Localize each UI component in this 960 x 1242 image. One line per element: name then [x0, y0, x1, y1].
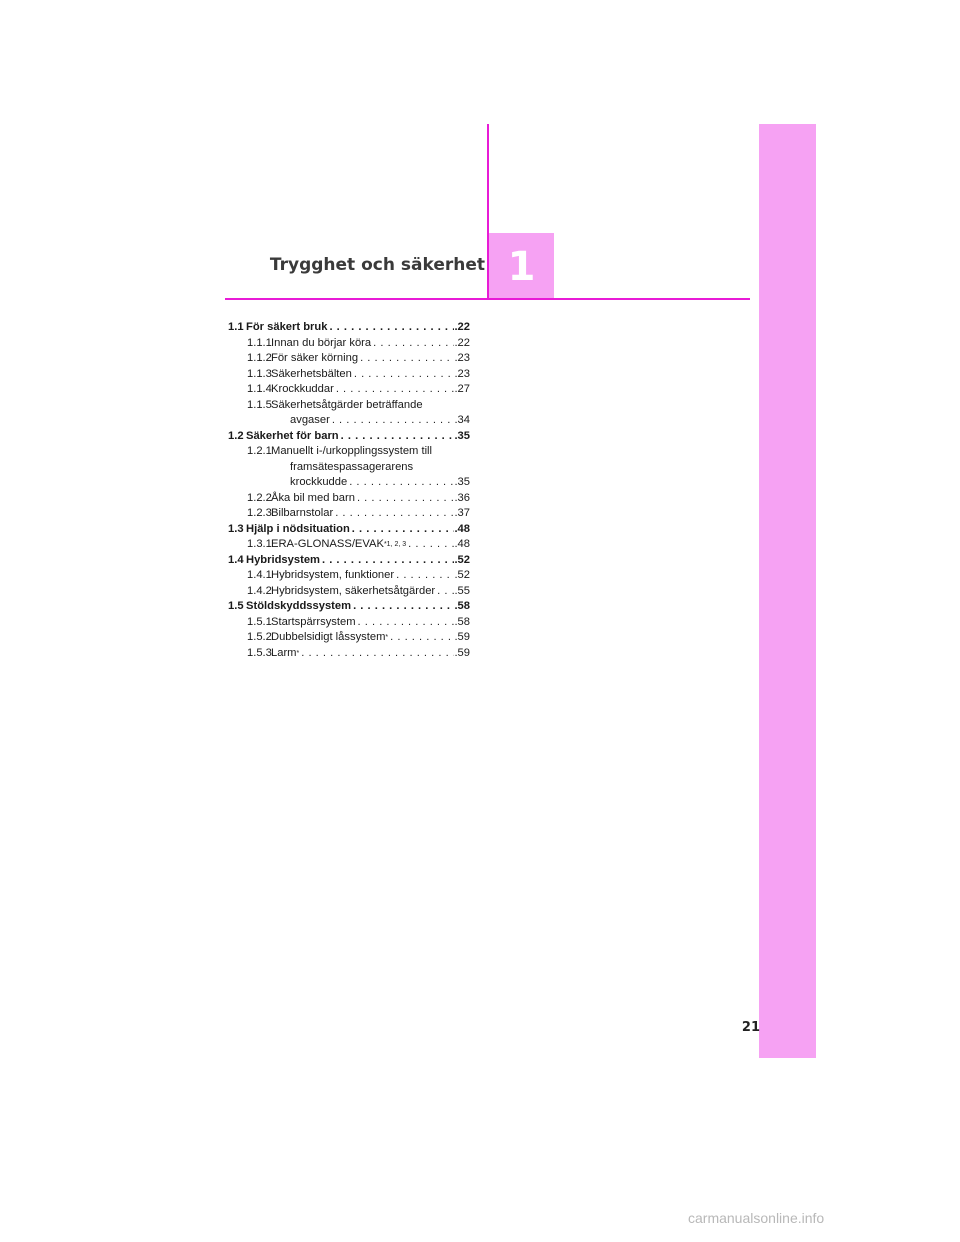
- toc-entry-label[interactable]: ERA-GLONASS/EVAK: [271, 538, 384, 550]
- leader-dots: [350, 522, 455, 538]
- toc-entry[interactable]: [228, 615, 470, 631]
- toc-entry-page[interactable]: .36: [454, 491, 470, 504]
- toc-entry-page[interactable]: .52: [454, 569, 470, 581]
- toc-entry[interactable]: 1.5.3 Larm * . . . .59: [228, 646, 470, 662]
- toc-entry[interactable]: [228, 382, 470, 398]
- toc-entry-continuation: [228, 413, 470, 429]
- toc-entry[interactable]: [228, 444, 470, 460]
- toc-entry-label[interactable]: Åka bil med barn: [271, 491, 355, 504]
- leader-dots: [394, 568, 454, 584]
- toc-entry-number: 1.4: [228, 553, 244, 566]
- toc-entry-label[interactable]: Innan du börjar köra: [271, 336, 372, 349]
- chapter-title: Trygghet och säkerhet: [269, 255, 485, 275]
- toc-entry-number: 1.4.2: [247, 584, 272, 597]
- leader-dots: [334, 382, 455, 398]
- toc-entry[interactable]: [228, 398, 470, 414]
- toc-entry[interactable]: [228, 599, 470, 615]
- toc-entry[interactable]: [228, 553, 470, 569]
- toc-entry-number: 1.5: [228, 600, 244, 612]
- leader-dots: [355, 491, 454, 507]
- leader-dots: [435, 584, 454, 600]
- leader-dots: [339, 429, 455, 445]
- toc-entry-page[interactable]: .37: [454, 507, 470, 519]
- toc-entry-number: 1.2.3: [247, 507, 272, 519]
- leader-dots: [333, 506, 454, 522]
- toc-entry-number: 1.5.1: [247, 615, 272, 628]
- toc-entry-page[interactable]: .27: [454, 383, 470, 395]
- toc-entry-page[interactable]: .22: [454, 321, 470, 333]
- toc-entry-page[interactable]: .52: [454, 553, 470, 566]
- watermark: carmanualsonline.info: [688, 1210, 825, 1226]
- toc-entry[interactable]: 1.3.1 ERA-GLONASS/EVAK $^{*1, 2, 3}$ . . . .48: [228, 537, 470, 553]
- toc-entry-label[interactable]: Hybridsystem, säkerhetsåtgärder: [271, 584, 436, 597]
- toc-entry-number: 1.3.1: [247, 538, 272, 550]
- toc-entry-label[interactable]: Krockkuddar: [271, 383, 334, 395]
- toc-entry-number: 1.1.1: [247, 336, 272, 349]
- toc-entry-label[interactable]: För säkert bruk: [246, 321, 328, 333]
- toc-entry[interactable]: [228, 584, 470, 600]
- toc-entry[interactable]: [228, 506, 470, 522]
- toc-entry-number: 1.1.5: [247, 398, 272, 411]
- leader-dots: [371, 336, 454, 352]
- toc-entry-label-continuation: krockkudde: [290, 476, 348, 488]
- toc-entry-page[interactable]: .23: [454, 367, 470, 380]
- toc-entry-continuation: [228, 475, 470, 491]
- toc-entry[interactable]: [228, 522, 470, 538]
- toc-entry-label[interactable]: Säkerhetsåtgärder beträffande: [271, 398, 423, 411]
- toc-entry-page[interactable]: .59: [454, 646, 470, 659]
- leader-dots: [356, 615, 455, 631]
- toc-entry-number: 1.3: [228, 522, 244, 535]
- toc-entry-number: 1.5.2: [247, 631, 272, 643]
- toc-entry-label[interactable]: Bilbarnstolar: [271, 507, 334, 519]
- toc-entry-number: 1.1: [228, 321, 244, 333]
- leader-dots: [406, 537, 454, 553]
- leader-dots: [327, 320, 454, 336]
- toc-entry-number: 1.2: [228, 429, 244, 442]
- table-of-contents: [228, 320, 470, 661]
- toc-entry-number: 1.1.2: [247, 352, 272, 364]
- toc-entry-page[interactable]: .22: [454, 336, 470, 349]
- toc-entry-label[interactable]: För säker körning: [271, 352, 359, 364]
- chapter-number: 1: [507, 243, 536, 290]
- toc-entry-label[interactable]: Larm: [271, 646, 297, 659]
- leader-dots: [388, 630, 454, 646]
- toc-entry-number: 1.4.1: [247, 569, 272, 581]
- toc-entry-label[interactable]: Säkerhet för barn: [246, 429, 339, 442]
- toc-entry-label-continuation: framsätespassagerarens: [290, 460, 414, 473]
- toc-entry-label-continuation: avgaser: [290, 414, 330, 426]
- leader-dots: [358, 351, 454, 367]
- toc-entry[interactable]: [228, 367, 470, 383]
- toc-entry-number: 1.2.1: [247, 445, 272, 457]
- leader-dots: [330, 413, 455, 429]
- toc-entry-number: 1.1.3: [247, 367, 272, 380]
- toc-entry-page[interactable]: .55: [454, 584, 470, 597]
- toc-entry[interactable]: 1.5.2 Dubbelsidigt låssystem * . . . .59: [228, 630, 470, 646]
- leader-dots: [320, 553, 454, 569]
- toc-entry[interactable]: [228, 336, 470, 352]
- toc-entry-page[interactable]: .59: [454, 631, 470, 643]
- toc-entry-label[interactable]: Säkerhetsbälten: [271, 367, 352, 380]
- chapter-divider-horizontal: [225, 298, 750, 300]
- toc-entry-page[interactable]: .48: [454, 538, 470, 550]
- toc-entry-page[interactable]: .58: [454, 615, 470, 628]
- page-number: 21: [741, 1020, 760, 1035]
- toc-entry-number: 1.1.4: [247, 383, 272, 395]
- chapter-side-tab: [759, 124, 816, 1058]
- leader-dots: [352, 367, 455, 383]
- toc-entry-label[interactable]: Hjälp i nödsituation: [246, 522, 350, 535]
- toc-entry-page[interactable]: .58: [454, 600, 470, 612]
- leader-dots: [347, 475, 454, 491]
- toc-entry[interactable]: [228, 320, 470, 336]
- toc-entry-page[interactable]: .35: [454, 476, 470, 488]
- toc-entry-label[interactable]: Hybridsystem: [246, 553, 320, 566]
- toc-entry-label[interactable]: Hybridsystem, funktioner: [271, 569, 395, 581]
- toc-entry-number: 1.2.2: [247, 491, 272, 504]
- toc-entry[interactable]: [228, 491, 470, 507]
- leader-dots: [351, 599, 454, 615]
- toc-entry-page[interactable]: .35: [454, 429, 470, 442]
- toc-entry-page[interactable]: .34: [454, 414, 470, 426]
- toc-entry-label[interactable]: Startspärrsystem: [271, 615, 356, 628]
- toc-entry-label[interactable]: Stöldskyddssystem: [246, 600, 352, 612]
- toc-entry[interactable]: [228, 429, 470, 445]
- toc-entry-page[interactable]: .48: [454, 522, 470, 535]
- toc-entry-continuation: [228, 460, 470, 476]
- chapter-number-box: [489, 233, 554, 300]
- leader-dots: [299, 646, 454, 662]
- toc-entry-label[interactable]: Dubbelsidigt låssystem: [271, 631, 386, 643]
- toc-entry-number: 1.5.3: [247, 646, 272, 659]
- toc-entry-page[interactable]: .23: [454, 352, 470, 364]
- toc-entry[interactable]: [228, 351, 470, 367]
- toc-entry-label[interactable]: Manuellt i-/urkopplingssystem till: [271, 445, 433, 457]
- toc-entry[interactable]: [228, 568, 470, 584]
